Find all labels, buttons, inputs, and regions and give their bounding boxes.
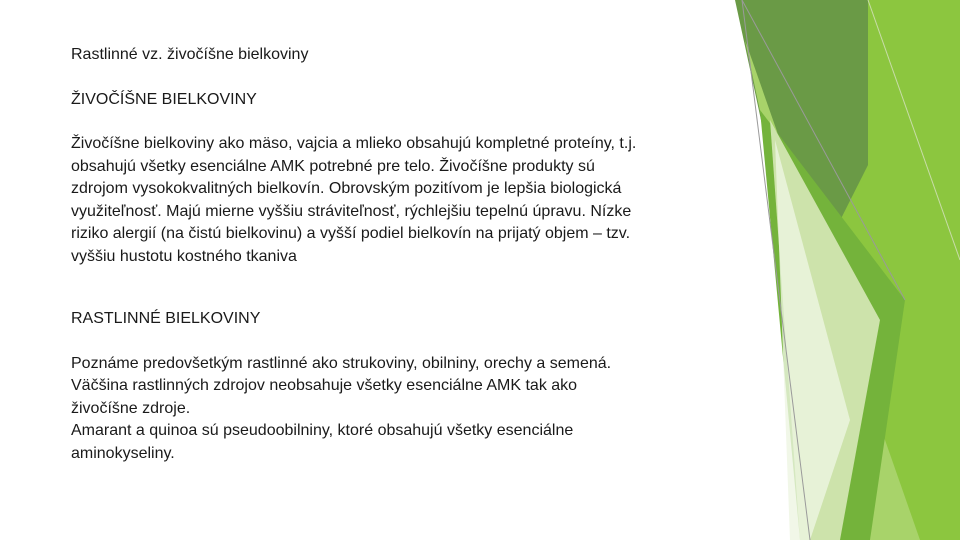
paragraph-line: využiteľnosť. Majú mierne vyššiu stráviteľnosť, rýchlejšiu tepelnú úpravu. Nízke	[71, 202, 632, 220]
paragraph-line: zdrojom vysokokvalitných bielkovín. Obrovským pozitívom je lepšia biologická	[71, 180, 622, 197]
plant-proteins-paragraph	[71, 353, 721, 466]
paragraph-line: Amarant a quinoa sú pseudoobilniny, ktoré obsahujú všetky esenciálne	[71, 422, 574, 439]
paragraph-line: vyššiu hustotu kostného tkaniva	[71, 247, 297, 265]
paragraph-line: Živočíšne bielkoviny ako mäso, vajcia a mlieko obsahujú kompletné proteíny, t.j.	[71, 135, 637, 152]
paragraph-line: Väčšina rastlinných zdrojov neobsahuje všetky esenciálne AMK tak ako	[71, 377, 578, 394]
paragraph-line: Poznáme predovšetkým rastlinné ako strukoviny, obilniny, orechy a semená.	[71, 354, 612, 372]
plant-proteins-heading: RASTLINNÉ BIELKOVINY	[71, 310, 261, 327]
paragraph-line: aminokyseliny.	[71, 444, 175, 462]
animal-proteins-heading: ŽIVOČÍŠNE BIELKOVINY	[71, 90, 257, 108]
slide-content	[71, 44, 721, 465]
slide-title: Rastlinné vz. živočíšne bielkoviny	[71, 46, 309, 63]
paragraph-line: obsahujú všetky esenciálne AMK potrebné pre telo. Živočíšne produkty sú	[71, 157, 595, 175]
animal-proteins-paragraph	[71, 133, 721, 268]
paragraph-line: živočíšne zdroje.	[71, 399, 191, 417]
paragraph-line: riziko alergií (na čistú bielkovinu) a vyšší podiel bielkovín na prijatý objem – tzv.	[71, 225, 631, 242]
